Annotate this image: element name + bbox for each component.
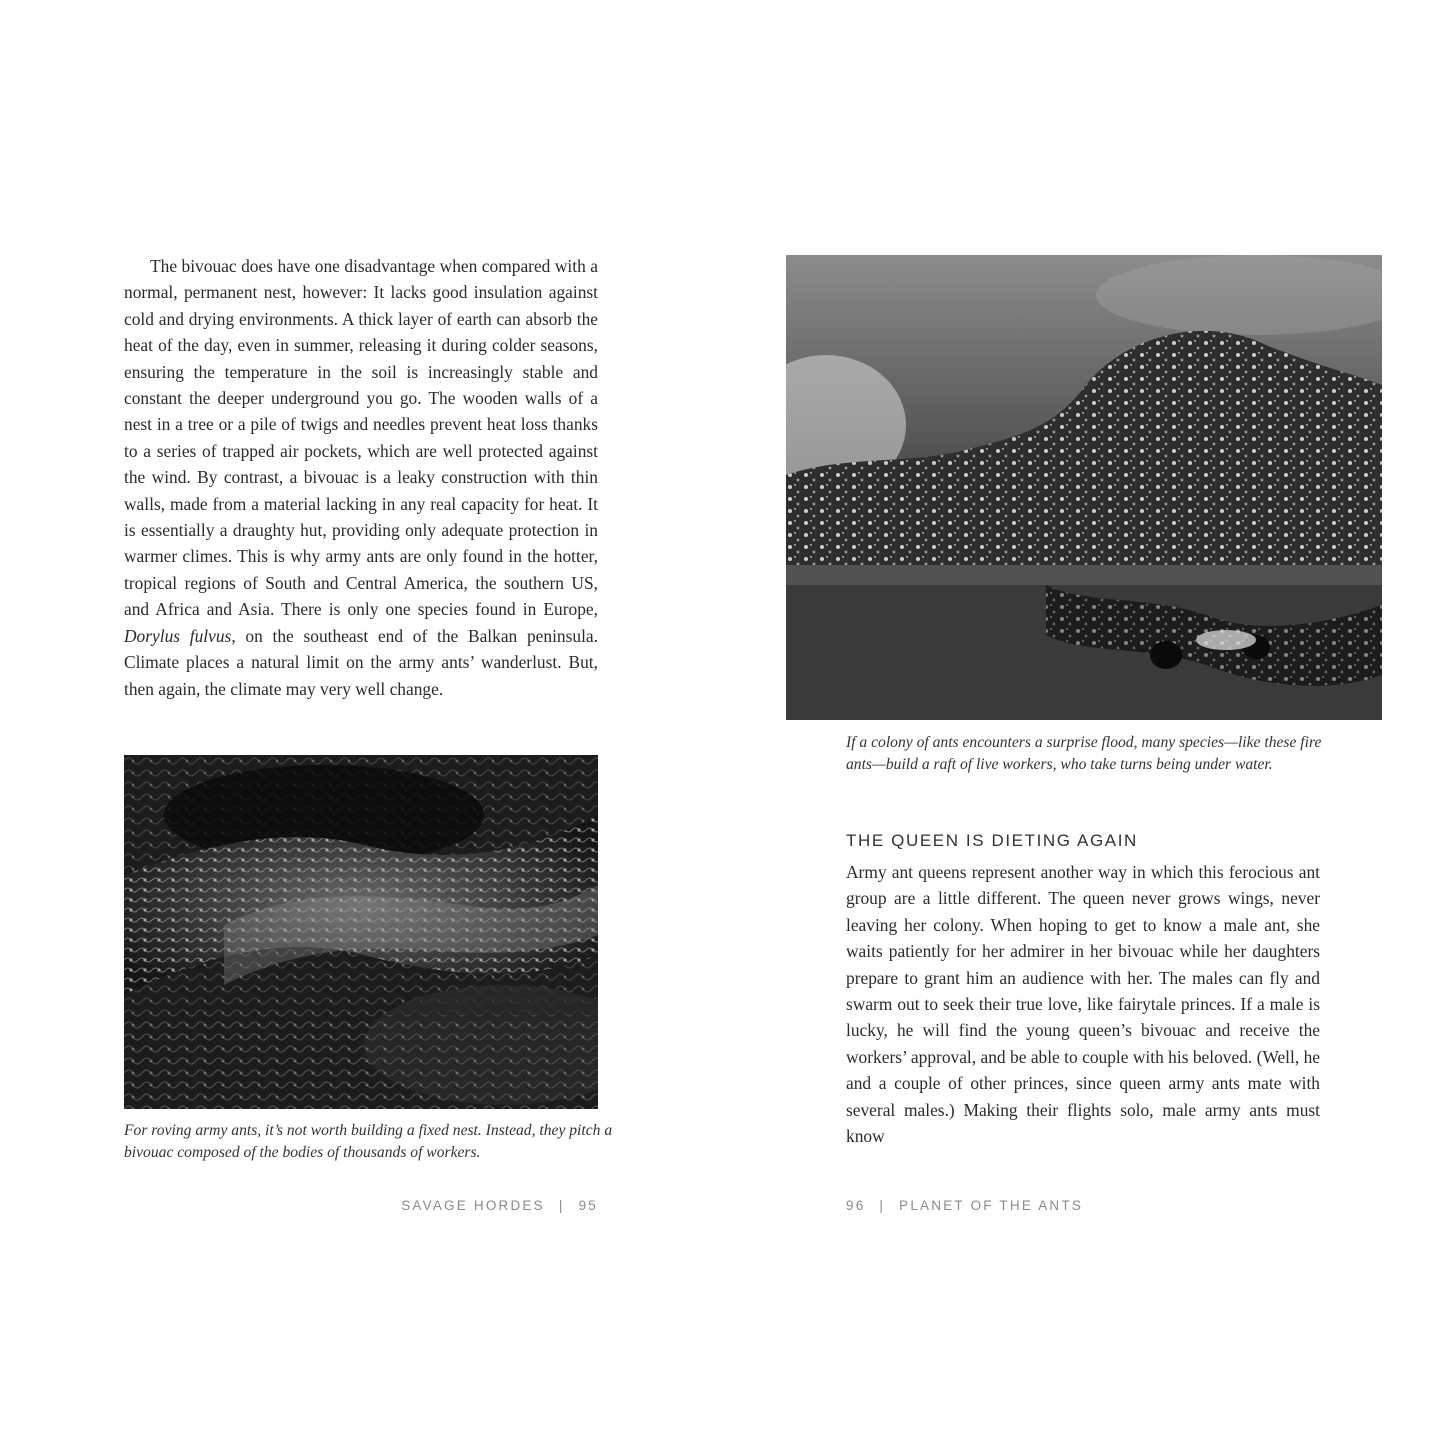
right-page [722, 0, 1445, 1445]
left-paragraph-part-1: The bivouac does have one disadvantage when compared with a normal, permanent nest, however: It lacks good insulation against cold and drying environments. A thick layer of earth can absorb the heat of the day, even in summer, releasing it during colder seasons, ensuring the temperature in the soil is increasingly stable and constant the deeper underground you go. The wooden walls of a nest in a tree or a pile of twigs and needles prevent heat loss thanks to a series of trapped air pockets, which are well protected against the wind. By contrast, a bivouac is a leaky construction with thin walls, made from a material lacking in any real capacity for heat. It is essentially a draughty hut, providing only adequate protection in warmer climes. This is why army ants are only found in the hotter, tropical regions of South and Central America, the southern US, and Africa and Asia. There is only one species found in Europe, [124, 256, 598, 620]
right-photo-caption: If a colony of ants encounters a surprise flood, many species—like these fire ants—build a raft of live workers, who take turns being under water. [846, 734, 1322, 773]
left-paragraph-part-2: , on the southeast end of the Balkan peninsula. Climate places a natural limit on the army ants’ wanderlust. But, then again, the climate may very well change. [124, 625, 598, 699]
left-footer-separator: | [558, 1198, 565, 1213]
left-body-text [124, 253, 598, 702]
left-page-number: 95 [578, 1198, 598, 1213]
army-ant-bivouac-image [124, 755, 598, 1109]
species-name: Dorylus fulvus [124, 625, 232, 646]
left-page-footer [401, 1198, 598, 1213]
fire-ant-raft-image [786, 255, 1382, 720]
right-page-footer [846, 1198, 1083, 1213]
right-paragraph: Army ant queens represent another way in which this ferocious ant group are a little different. The queen never grows wings, never leaving her colony. When hoping to get to know a male ant, she waits patiently for her admirer in her bivouac while her daughters prepare to grant him an audience with her. The males can fly and swarm out to seek their true love, like fairytale princes. If a male is lucky, he will find the young queen’s bivouac and receive the workers’ approval, and be able to couple with his beloved. (Well, he and a couple of other princes, since queen army ants mate with several males.) Making their flights solo, male army ants must know [846, 862, 1320, 1147]
fire-ant-raft-photo [786, 255, 1382, 720]
right-page-number: 96 [846, 1198, 866, 1213]
left-page [0, 0, 722, 1445]
army-ant-bivouac-photo [124, 755, 598, 1109]
left-paragraph [124, 253, 598, 702]
right-running-title: PLANET OF THE ANTS [899, 1198, 1084, 1213]
section-heading: THE QUEEN IS DIETING AGAIN [846, 831, 1138, 850]
left-photo-caption: For roving army ants, it’s not worth building a fixed nest. Instead, they pitch a bivouac composed of the bodies of thousands of workers. [124, 1122, 613, 1161]
right-body-text [846, 859, 1320, 1149]
left-running-title: SAVAGE HORDES [401, 1198, 545, 1213]
right-footer-separator: | [879, 1198, 886, 1213]
